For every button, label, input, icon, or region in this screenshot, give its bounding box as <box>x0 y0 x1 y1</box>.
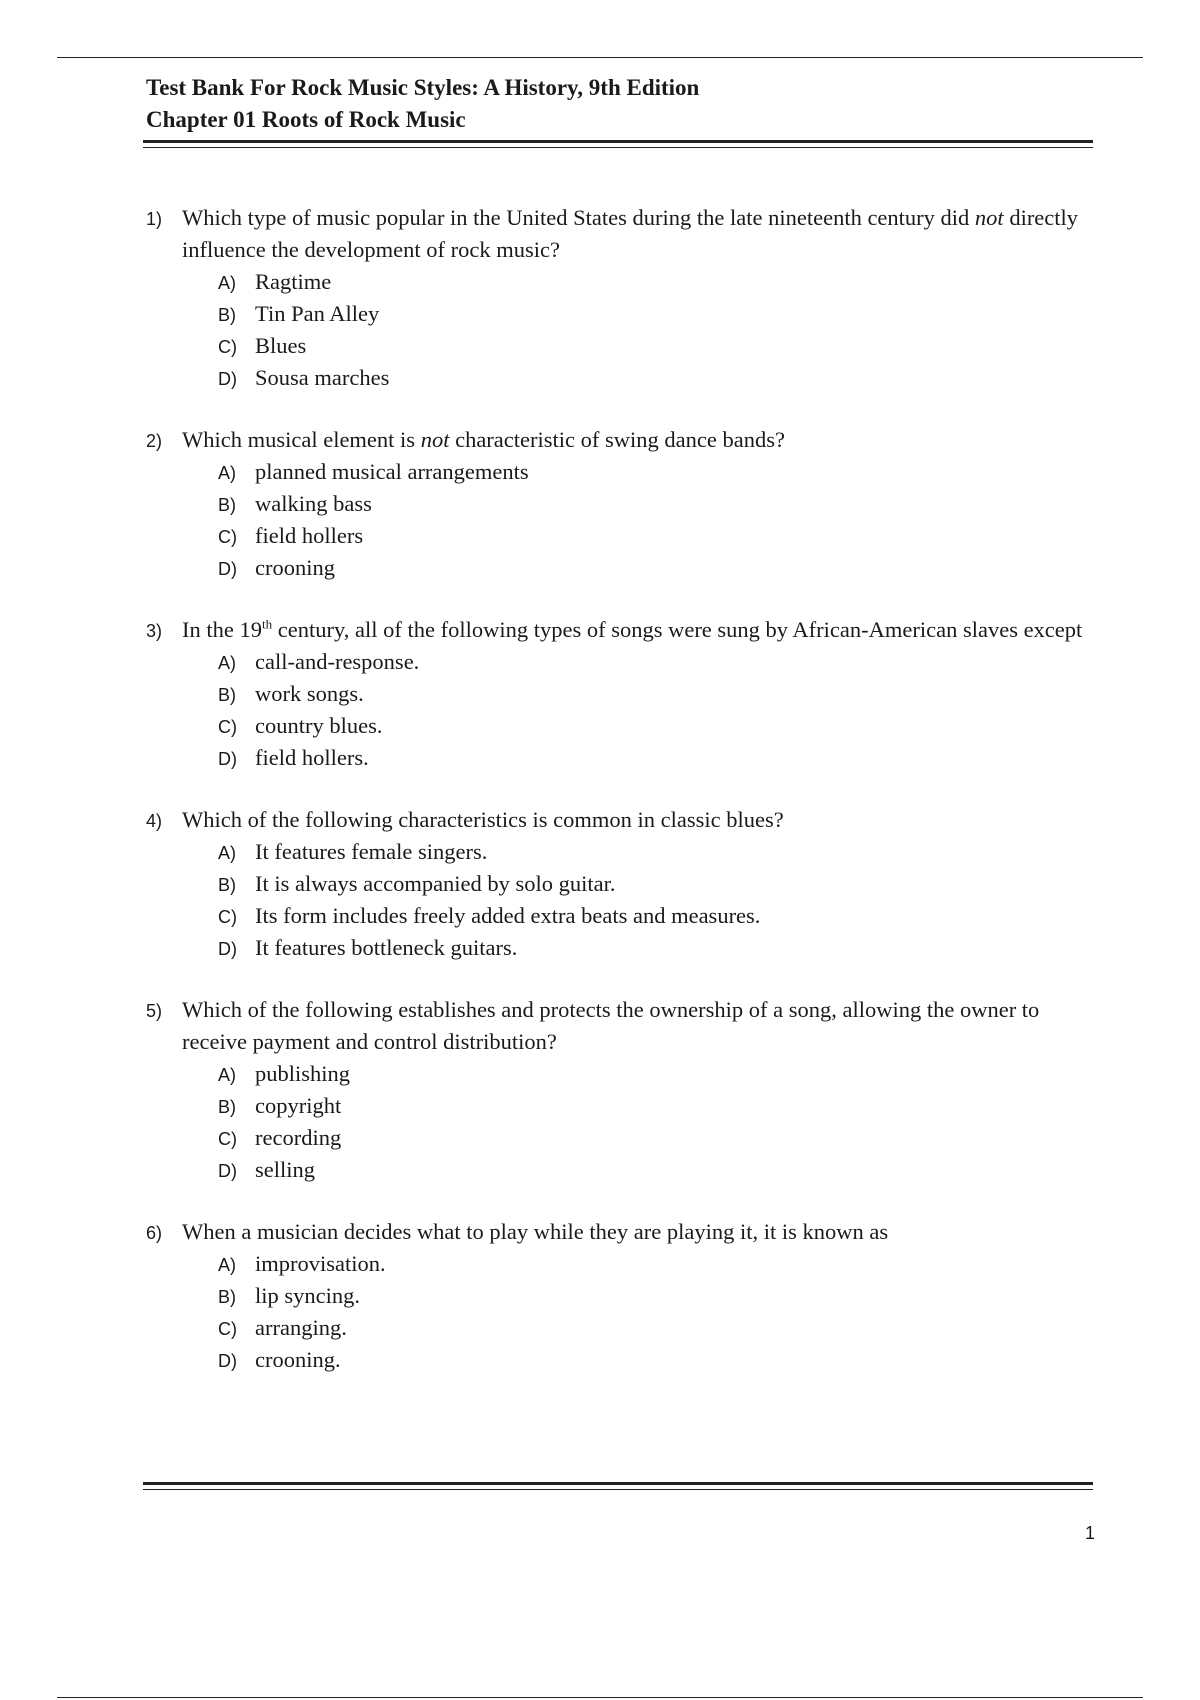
answer-option <box>218 266 1096 298</box>
answer-option <box>218 836 1096 868</box>
answer-option <box>218 1090 1096 1122</box>
option-text: walking bass <box>255 491 372 516</box>
question-list <box>146 202 1096 1406</box>
question-number: 5) <box>146 1001 163 1021</box>
option-text: It features bottleneck guitars. <box>255 935 518 960</box>
question-stem <box>146 804 1096 836</box>
answer-options <box>146 1248 1096 1376</box>
option-text: call-and-response. <box>255 649 420 674</box>
answer-option <box>218 362 1096 394</box>
answer-option <box>218 298 1096 330</box>
answer-option <box>218 1154 1096 1186</box>
option-text: recording <box>255 1125 342 1150</box>
option-letter: B) <box>218 875 236 895</box>
question-stem <box>146 1216 1096 1248</box>
option-text: field hollers. <box>255 745 369 770</box>
option-text: publishing <box>255 1061 351 1086</box>
option-letter: D) <box>218 1161 237 1181</box>
option-text: field hollers <box>255 523 364 548</box>
option-letter: B) <box>218 1097 236 1117</box>
answer-option <box>218 552 1096 584</box>
option-text: lip syncing. <box>255 1283 360 1308</box>
option-text: It features female singers. <box>255 839 488 864</box>
option-letter: A) <box>218 273 236 293</box>
question-2 <box>146 424 1096 584</box>
question-text: Which of the following characteristics is common in classic blues? <box>182 807 784 832</box>
option-text: Ragtime <box>255 269 332 294</box>
question-text <box>182 617 1082 642</box>
option-letter: C) <box>218 527 237 547</box>
question-stem <box>146 424 1096 456</box>
option-letter: B) <box>218 1287 236 1307</box>
option-letter: C) <box>218 1319 237 1339</box>
answer-option <box>218 330 1096 362</box>
option-letter: D) <box>218 1351 237 1371</box>
page-number: 1 <box>1084 1523 1095 1543</box>
question-1 <box>146 202 1096 394</box>
question-stem <box>146 202 1096 266</box>
page-top-rule <box>57 57 1143 58</box>
answer-options <box>146 646 1096 774</box>
question-number: 4) <box>146 811 163 831</box>
question-text <box>182 205 1078 262</box>
option-text: planned musical arrangements <box>255 459 529 484</box>
stem-emphasis: not <box>420 427 450 452</box>
question-stem <box>146 614 1096 646</box>
option-letter: A) <box>218 653 236 673</box>
option-letter: C) <box>218 907 237 927</box>
chapter-title: Chapter 01 Roots of Rock Music <box>146 107 466 132</box>
answer-option <box>218 1122 1096 1154</box>
option-text: Blues <box>255 333 307 358</box>
stem-part: Which type of music popular in the United States during the late nineteenth century did <box>182 205 975 230</box>
answer-option <box>218 932 1096 964</box>
question-text: When a musician decides what to play while they are playing it, it is known as <box>182 1219 889 1244</box>
option-text: It is always accompanied by solo guitar. <box>255 871 616 896</box>
option-letter: D) <box>218 939 237 959</box>
option-letter: A) <box>218 1255 236 1275</box>
stem-part: directly influence the development of rock music? <box>182 205 1079 262</box>
answer-option <box>218 900 1096 932</box>
document-title: Test Bank For Rock Music Styles: A History, 9th Edition <box>146 75 700 100</box>
option-text: Its form includes freely added extra beats and measures. <box>255 903 761 928</box>
option-letter: D) <box>218 749 237 769</box>
document-header <box>146 72 1092 136</box>
option-letter: C) <box>218 1129 237 1149</box>
answer-options <box>146 836 1096 964</box>
answer-options <box>146 266 1096 394</box>
answer-option <box>218 742 1096 774</box>
option-text: crooning. <box>255 1347 341 1372</box>
option-text: copyright <box>255 1093 342 1118</box>
answer-option <box>218 710 1096 742</box>
answer-option <box>218 1312 1096 1344</box>
stem-part: In the 19 <box>182 617 262 642</box>
option-text: improvisation. <box>255 1251 386 1276</box>
answer-option <box>218 678 1096 710</box>
question-text <box>182 427 785 452</box>
stem-part: characteristic of swing dance bands? <box>449 427 785 452</box>
page-bottom-rule <box>57 1697 1143 1698</box>
option-letter: C) <box>218 337 237 357</box>
stem-part: Which musical element is <box>182 427 421 452</box>
option-letter: B) <box>218 495 236 515</box>
option-letter: D) <box>218 369 237 389</box>
question-3 <box>146 614 1096 774</box>
stem-superscript: th <box>261 616 273 632</box>
answer-option <box>218 646 1096 678</box>
option-letter: A) <box>218 843 236 863</box>
option-text: crooning <box>255 555 335 580</box>
question-5 <box>146 994 1096 1186</box>
answer-options <box>146 456 1096 584</box>
option-text: selling <box>255 1157 315 1182</box>
question-text: Which of the following establishes and protects the ownership of a song, allowing the owner to receive payment and control distribution? <box>182 997 1040 1054</box>
question-number: 2) <box>146 431 163 451</box>
answer-option <box>218 868 1096 900</box>
option-letter: A) <box>218 463 236 483</box>
question-4 <box>146 804 1096 964</box>
option-letter: D) <box>218 559 237 579</box>
question-number: 3) <box>146 621 163 641</box>
option-text: work songs. <box>255 681 364 706</box>
answer-option <box>218 520 1096 552</box>
answer-option <box>218 1344 1096 1376</box>
answer-option <box>218 1280 1096 1312</box>
answer-options <box>146 1058 1096 1186</box>
answer-option <box>218 1058 1096 1090</box>
option-letter: B) <box>218 685 236 705</box>
answer-option <box>218 1248 1096 1280</box>
option-letter: B) <box>218 305 236 325</box>
stem-emphasis: not <box>974 205 1004 230</box>
question-number: 1) <box>146 209 163 229</box>
option-letter: C) <box>218 717 237 737</box>
question-6 <box>146 1216 1096 1376</box>
option-text: country blues. <box>255 713 383 738</box>
header-double-rule <box>143 140 1093 148</box>
option-text: Sousa marches <box>255 365 390 390</box>
option-text: Tin Pan Alley <box>255 301 380 326</box>
option-letter: A) <box>218 1065 236 1085</box>
footer-double-rule <box>143 1482 1093 1490</box>
stem-part: century, all of the following types of songs were sung by African-American slaves except <box>272 617 1083 642</box>
question-number: 6) <box>146 1223 163 1243</box>
answer-option <box>218 456 1096 488</box>
option-text: arranging. <box>255 1315 347 1340</box>
question-stem <box>146 994 1096 1058</box>
answer-option <box>218 488 1096 520</box>
